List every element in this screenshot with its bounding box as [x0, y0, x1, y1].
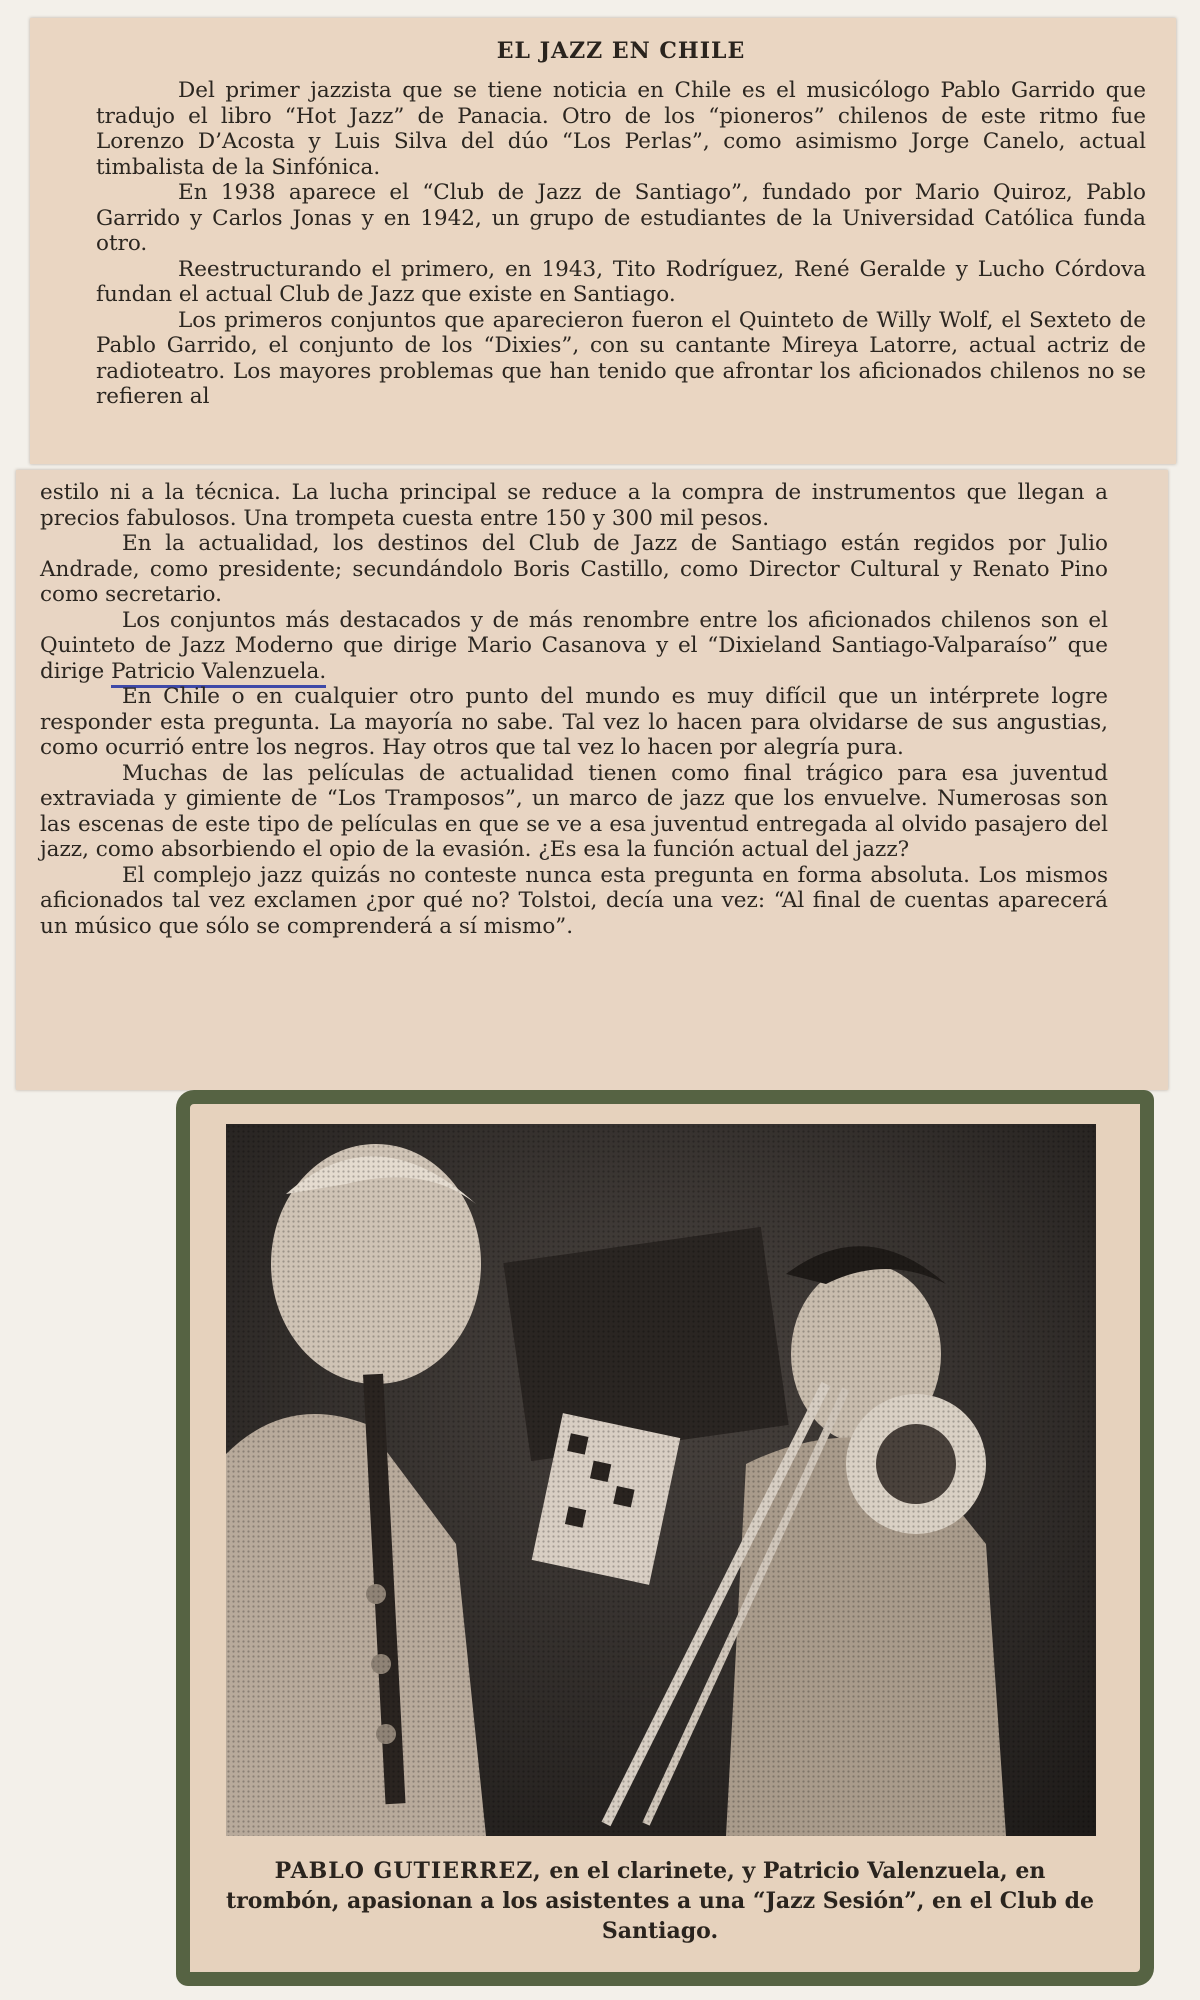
article-paragraph: estilo ni a la técnica. La lucha principal se reduce a la compra de instrumentos que llegan a precios fabulosos. Una trompeta cuesta entre 150 y 300 mil pesos. — [40, 480, 1108, 531]
article-paragraph: Del primer jazzista que se tiene noticia en Chile es el musicólogo Pablo Garrido que tradujo el libro “Hot Jazz” de Panacia. Otro de los “pioneros” chilenos de este ritmo fue Lorenzo D’Acosta y Luis Silva del dúo “Los Perlas”, como asimismo Jorge Canelo, actual timbalista de la Sinfónica. — [96, 78, 1146, 180]
article-clipping-middle — [16, 470, 1168, 1090]
musicians-photo — [226, 1124, 1096, 1836]
photo-caption — [220, 1856, 1100, 1946]
caption-text: en el clarinete, y Patricio Valenzuela, en trombón, apasionan a los asistentes a una “Jazz Sesión”, en el Club de Santiago. — [225, 1858, 1095, 1944]
musicians-photo-image — [226, 1124, 1096, 1836]
article-clipping-top — [30, 18, 1176, 464]
article-paragraph: Reestructurando el primero, en 1943, Tito Rodríguez, René Geralde y Lucho Córdova fundan el actual Club de Jazz que existe en Santiago. — [96, 256, 1146, 307]
article-paragraph: Muchas de las películas de actualidad tienen como final trágico para esa juventud extraviada y gimiente de “Los Tramposos”, un marco de jazz que los envuelve. Numerosas son las escenas de este tipo de películas en que se ve a esa juventud entregada al olvido pasajero del jazz, como absorbiendo el opio de la evasión. ¿Es esa la función actual del jazz? — [40, 760, 1108, 862]
article-paragraph: El complejo jazz quizás no conteste nunca esta pregunta en forma absoluta. Los mismos aficionados tal vez exclamen ¿por qué no? Tolstoi, decía una vez: “Al final de cuentas aparecerá un músico que sólo se comprenderá a sí mismo”. — [40, 862, 1108, 939]
article-paragraph: Los primeros conjuntos que aparecieron fueron el Quinteto de Willy Wolf, el Sexteto de Pablo Garrido, el conjunto de los “Dixies”, con su cantante Mireya Latorre, actual actriz de radioteatro. Los mayores problemas que han tenido que afrontar los aficionados chilenos no se refieren al — [96, 307, 1146, 409]
article-paragraph: En la actualidad, los destinos del Club de Jazz de Santiago están regidos por Julio Andrade, como presidente; secundándolo Boris Castillo, como Director Cultural y Renato Pino como secretario. — [40, 531, 1108, 607]
article-paragraph: En Chile o en cualquier otro punto del mundo es muy difícil que un intérprete logre responder esta pregunta. La mayoría no sabe. Tal vez lo hacen para olvidarse de sus angustias, como ocurrió entre los negros. Hay otros que tal vez lo hacen por alegría pura. — [40, 684, 1108, 760]
article-paragraph-conjuntos — [40, 608, 1108, 685]
article-title: EL JAZZ EN CHILE — [496, 38, 746, 64]
caption-name: PABLO GUTIERREZ, — [274, 1858, 542, 1884]
conjuntos-text: Los conjuntos más destacados y de más renombre entre los aficionados chilenos son el Quinteto de Jazz Moderno que dirige Mario Casanova y el “Dixieland Santiago-Valparaíso” que dirige — [40, 607, 1108, 684]
photo-clipping — [176, 1090, 1154, 1986]
underlined-name: Patricio Valenzuela. — [111, 659, 326, 688]
article-paragraph: En 1938 aparece el “Club de Jazz de Santiago”, fundado por Mario Quiroz, Pablo Garrido y Carlos Jonas y en 1942, un grupo de estudiantes de la Universidad Católica funda otro. — [96, 180, 1146, 256]
